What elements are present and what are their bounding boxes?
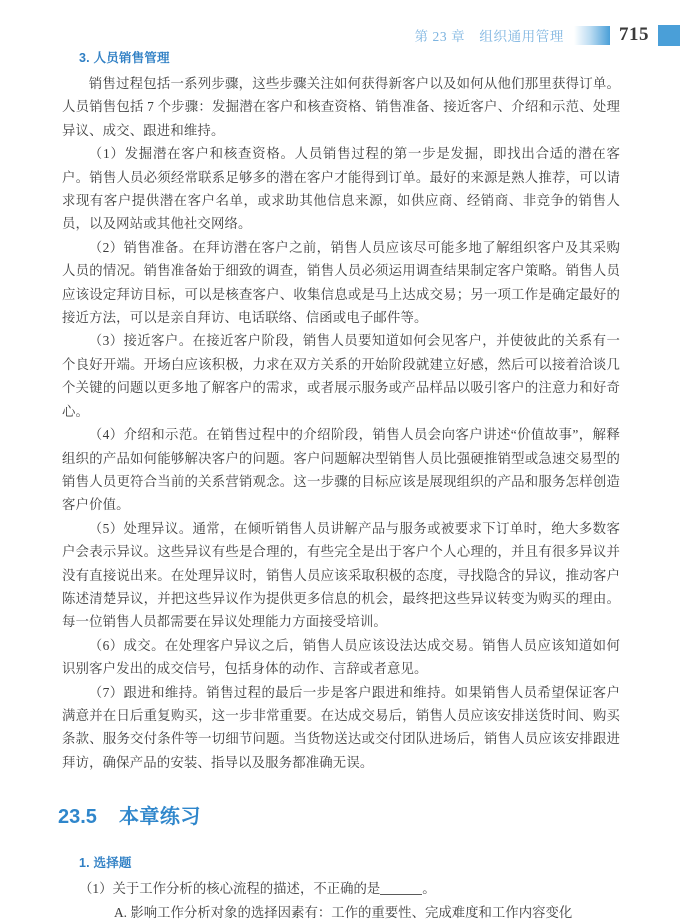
header-solid-block-icon — [658, 25, 680, 46]
body-paragraph: （1）发掘潜在客户和核查资格。人员销售过程的第一步是发掘，即找出合适的潜在客户。销售人员必须经常联系足够多的潜在客户才能得到订单。最好的来源是熟人推荐，可以请求现有客户提供潜在客户名单，或求助其他信息来源，如供应商、经销商、非竞争的销售人员，以及网站或其他社交网络。 — [62, 146, 620, 232]
body-paragraph: （3）接近客户。在接近客户阶段，销售人员要知道如何会见客户，并使彼此的关系有一个良好开端。开场白应该积极，力求在双方关系的开始阶段就建立好感，然后可以接着洽谈几个关键的问题以更多地了解客户的需求，或者展示服务或产品样品以吸引客户的注意力和好奇心。 — [62, 333, 620, 419]
exercise-question — [62, 877, 620, 900]
body-paragraph: （7）跟进和维持。销售过程的最后一步是客户跟进和维持。如果销售人员希望保证客户满意并在日后重复购买，这一步非常重要。在达成交易后，销售人员应该安排送货时间、购买条款、服务交付条件等一切细节问题。当货物送达或交付团队进场后，销售人员应该安排跟进拜访，确保产品的安装、指导以及服务都准确无误。 — [62, 684, 620, 770]
exercise-question-text: （1）关于工作分析的核心流程的描述，不正确的是 — [79, 881, 381, 897]
section-title: 本章练习 — [118, 806, 201, 829]
header-chapter-title: 第 23 章 组织通用管理 — [414, 29, 564, 44]
body-paragraph: 销售过程包括一系列步骤，这些步骤关注如何获得新客户以及如何从他们那里获得订单。人员销售包括 7 个步骤：发掘潜在客户和核查资格、销售准备、接近客户、介绍和示范、处理异议、成交、跟进和维持。 — [62, 76, 620, 138]
exercise-option: A. 影响工作分析对象的选择因素有：工作的重要性、完成难度和工作内容变化 — [114, 904, 573, 920]
body-paragraph: （2）销售准备。在拜访潜在客户之前，销售人员应该尽可能多地了解组织客户及其采购人员的情况。销售准备始于细致的调查，销售人员必须运用调查结果制定客户策略。销售人员应该设定拜访目标，可以是核查客户、收集信息或是马上达成交易；另一项工作是确定最好的接近方法，可以是亲自拜访、电话联络、信函或电子邮件等。 — [62, 239, 620, 326]
body-paragraph: （6）成交。在处理客户异议之后，销售人员应该设法达成交易。销售人员应该知道如何识别客户发出的成交信号，包括身体的动作、言辞或者意见。 — [62, 637, 620, 677]
page-content — [58, 48, 620, 924]
section-heading — [58, 800, 620, 829]
page-number: 715 — [619, 24, 649, 45]
fill-in-blank — [380, 894, 422, 895]
page-header — [0, 20, 680, 50]
subsection-heading: 3. 人员销售管理 — [79, 51, 170, 65]
exercise-subheading: 1. 选择题 — [79, 856, 132, 871]
section-number: 23.5 — [58, 806, 97, 829]
exercise-question-suffix: 。 — [422, 881, 436, 897]
header-gradient-block-icon — [574, 26, 610, 45]
body-paragraph: （4）介绍和示范。在销售过程中的介绍阶段，销售人员会向客户讲述“价值故事”，解释组织的产品如何能够解决客户的问题。客户问题解决型销售人员比强硬推销型或急速交易型的销售人员更符合当前的关系营销观念。这一步骤的目标应该是展现组织的产品和服务怎样创造客户价值。 — [62, 427, 620, 513]
body-paragraph: （5）处理异议。通常，在倾听销售人员讲解产品与服务或被要求下订单时，绝大多数客户会表示异议。这些异议有些是合理的，有些完全是出于客户个人心理的，并且有很多异议并没有直接说出来。在处理异议时，销售人员应该采取积极的态度，寻找隐含的异议，推动客户陈述清楚异议，并把这些异议作为提供更多信息的机会，最终把这些异议转变为购买的理由。每一位销售人员都需要在异议处理能力方面接受培训。 — [62, 520, 620, 630]
